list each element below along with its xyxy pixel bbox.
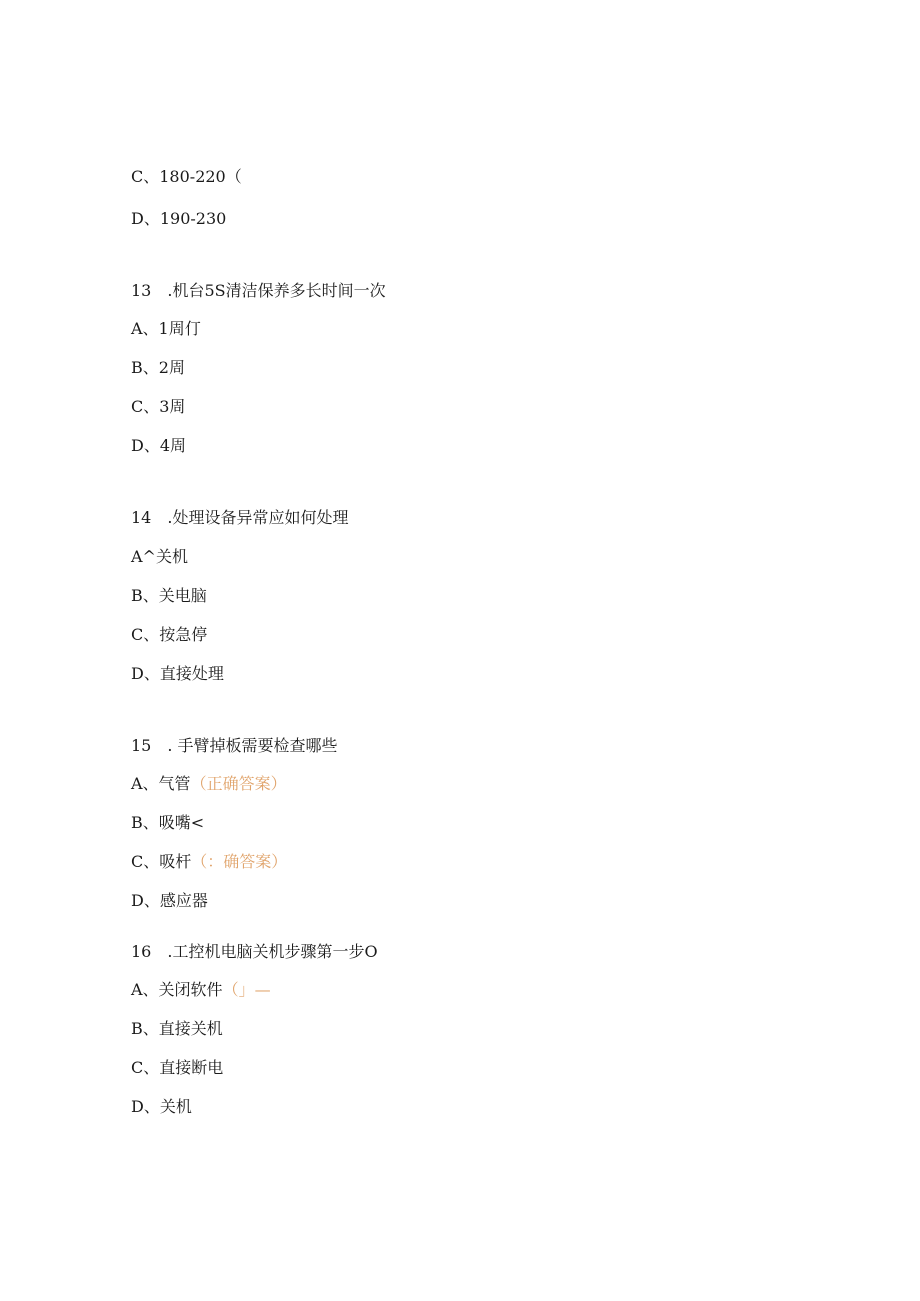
option-text: C、3周 — [131, 397, 186, 416]
option-text: B、直接关机 — [131, 1019, 223, 1038]
question-15 — [131, 736, 338, 756]
option-text: A、关闭软件 — [131, 980, 223, 999]
option-text: A、气管 — [131, 774, 191, 793]
option-a — [131, 774, 287, 794]
option-a — [131, 319, 201, 339]
question-13 — [131, 281, 386, 301]
option-text: D、190-230 — [131, 209, 227, 228]
answer-note: （」— — [222, 980, 271, 999]
option-text: D、感应器 — [131, 891, 208, 910]
option-text: C、按急停 — [131, 625, 208, 644]
option-c — [131, 1058, 223, 1078]
answer-note: （正确答案） — [190, 774, 287, 793]
question-text: 14 .处理设备异常应如何处理 — [131, 508, 349, 527]
option-c — [131, 167, 242, 187]
option-d — [131, 209, 226, 229]
option-a — [131, 547, 188, 567]
option-c — [131, 852, 287, 872]
option-text: D、关机 — [131, 1097, 192, 1116]
question-14 — [131, 508, 348, 528]
option-text: D、4周 — [131, 436, 187, 455]
option-text: B、吸嘴< — [131, 813, 205, 832]
option-text: B、2周 — [131, 358, 185, 377]
option-b — [131, 1019, 223, 1039]
question-16 — [131, 942, 378, 962]
question-text: 16 .工控机电脑关机步骤第一步O — [131, 942, 378, 961]
option-text: C、吸杆 — [131, 852, 192, 871]
option-d — [131, 436, 186, 456]
option-a — [131, 980, 271, 1000]
question-text: 13 .机台5S清洁保养多长时间一次 — [131, 281, 386, 300]
option-text: C、直接断电 — [131, 1058, 224, 1077]
option-text: C、180-220（ — [131, 167, 242, 186]
answer-note: （：确答案） — [191, 852, 288, 871]
option-b — [131, 358, 185, 378]
option-c — [131, 625, 207, 645]
option-text: A^关机 — [131, 547, 188, 566]
option-b — [131, 586, 207, 606]
question-text: 15 . 手臂掉板需要检查哪些 — [131, 736, 338, 755]
option-d — [131, 664, 224, 684]
option-text: B、关电脑 — [131, 586, 207, 605]
option-text: A、1周仃 — [131, 319, 201, 338]
option-d — [131, 1097, 192, 1117]
option-text: D、直接处理 — [131, 664, 224, 683]
option-d — [131, 891, 208, 911]
option-c — [131, 397, 185, 417]
option-b — [131, 813, 204, 833]
